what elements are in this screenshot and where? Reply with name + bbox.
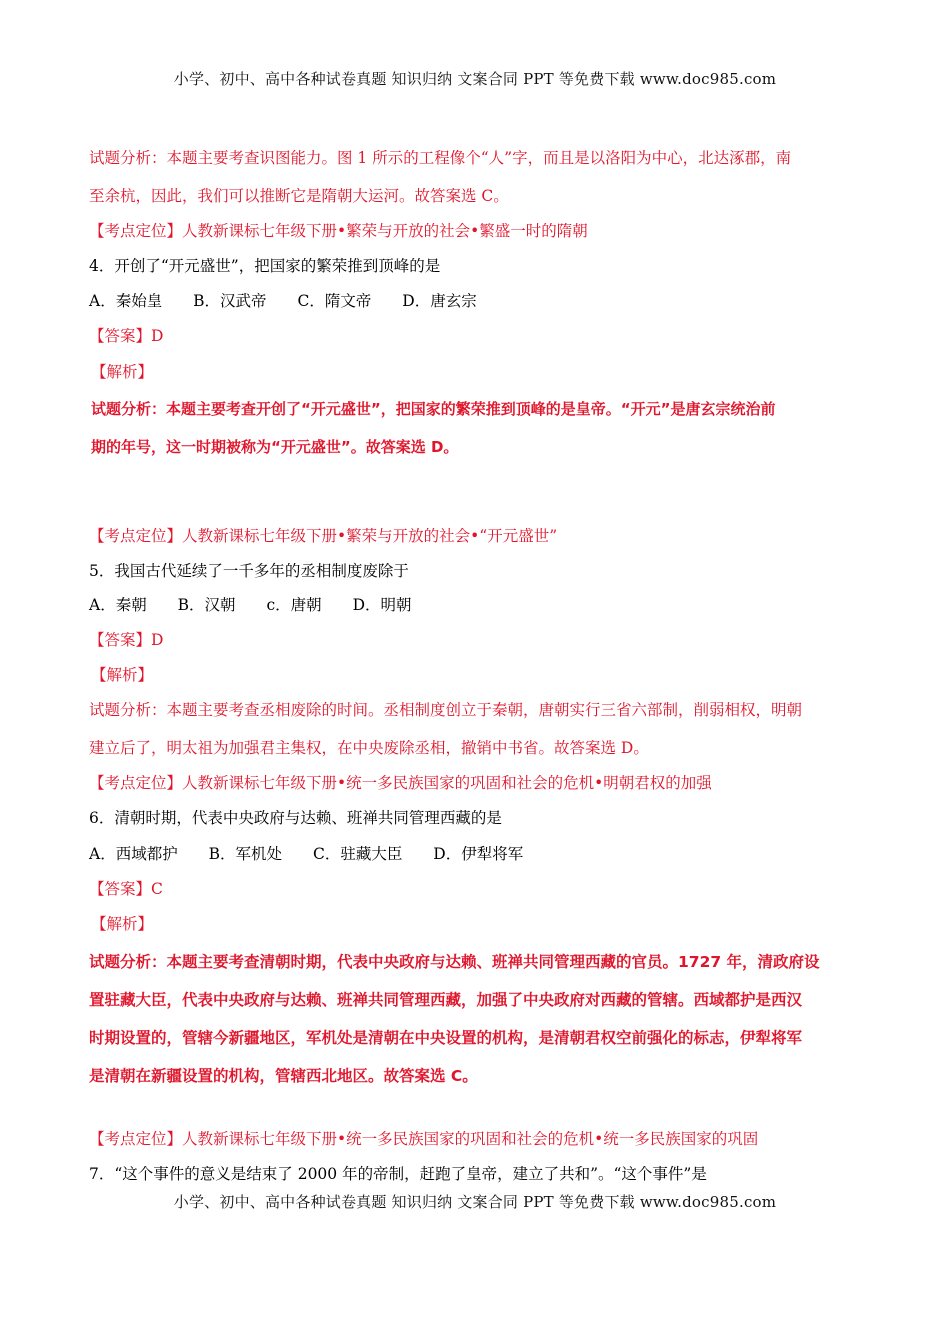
q7-question: 7．“这个事件的意义是结束了 2000 年的帝制，赶跑了皇帝，建立了共和”。“这个事件”是 — [89, 1165, 707, 1183]
q6-option-b: B．军机处 — [208, 845, 283, 863]
q4-jiexi-label: 【解析】 — [91, 363, 154, 381]
q6-jiexi-label: 【解析】 — [91, 915, 154, 933]
q6-analysis-line-1: 试题分析：本题主要考查清朝时期，代表中央政府与达赖、班禅共同管理西藏的官员。1727 年，清政府设 — [89, 953, 820, 971]
q6-option-d: D．伊犁将军 — [433, 845, 524, 863]
q6-analysis-line-4: 是清朝在新疆设置的机构，管辖西北地区。故答案选 C。 — [89, 1067, 478, 1085]
q5-analysis-line-2: 建立后了，明太祖为加强君主集权，在中央废除丞相，撤销中书省。故答案选 D。 — [89, 739, 649, 757]
q5-option-b: B．汉朝 — [177, 596, 236, 614]
q5-option-d: D．明朝 — [352, 596, 412, 614]
q6-kaodian: 【考点定位】人教新课标七年级下册•统一多民族国家的巩固和社会的危机•统一多民族国家的巩固 — [89, 1130, 759, 1148]
q5-analysis-line-1: 试题分析：本题主要考查丞相废除的时间。丞相制度创立于秦朝，唐朝实行三省六部制，削弱相权，明朝 — [89, 701, 803, 719]
q5-answer: 【答案】D — [89, 631, 164, 649]
q5-option-a: A．秦朝 — [89, 596, 147, 614]
q6-question: 6．清朝时期，代表中央政府与达赖、班禅共同管理西藏的是 — [89, 809, 502, 827]
q5-question: 5．我国古代延续了一千多年的丞相制度废除于 — [89, 562, 409, 580]
q4-kaodian: 【考点定位】人教新课标七年级下册•繁荣与开放的社会•“开元盛世” — [89, 527, 558, 545]
q4-options — [89, 289, 477, 311]
q6-analysis-line-3: 时期设置的，管辖今新疆地区，军机处是清朝在中央设置的机构，是清朝君权空前强化的标志，伊犁将军 — [89, 1029, 803, 1047]
q4-question: 4．开创了“开元盛世”，把国家的繁荣推到顶峰的是 — [89, 257, 441, 275]
q6-analysis-line-2: 置驻藏大臣，代表中央政府与达赖、班禅共同管理西藏，加强了中央政府对西藏的管辖。西域都护是西汉 — [89, 991, 803, 1009]
q3-kaodian: 【考点定位】人教新课标七年级下册•繁荣与开放的社会•繁盛一时的隋朝 — [89, 222, 588, 240]
q4-option-c: C．隋文帝 — [297, 292, 372, 310]
q4-analysis-line-1: 试题分析：本题主要考查开创了“开元盛世”，把国家的繁荣推到顶峰的是皇帝。“开元”是唐玄宗统治前 — [91, 400, 776, 418]
page-footer: 小学、初中、高中各种试卷真题 知识归纳 文案合同 PPT 等免费下载 www.doc985.com — [173, 1193, 777, 1211]
page-header: 小学、初中、高中各种试卷真题 知识归纳 文案合同 PPT 等免费下载 www.doc985.com — [173, 70, 777, 88]
q6-option-c: C．驻藏大臣 — [312, 845, 403, 863]
q3-analysis-line-1: 试题分析：本题主要考查识图能力。图 1 所示的工程像个“人”字，而且是以洛阳为中心，北达涿郡，南 — [89, 149, 792, 167]
q5-options — [89, 593, 412, 615]
q4-option-b: B．汉武帝 — [193, 292, 267, 310]
q4-analysis-line-2: 期的年号，这一时期被称为“开元盛世”。故答案选 D。 — [91, 438, 459, 456]
q6-option-a: A．西域都护 — [89, 845, 178, 863]
q5-jiexi-label: 【解析】 — [91, 666, 154, 684]
q5-kaodian: 【考点定位】人教新课标七年级下册•统一多民族国家的巩固和社会的危机•明朝君权的加强 — [89, 774, 712, 792]
q6-answer: 【答案】C — [89, 880, 163, 898]
q4-option-a: A．秦始皇 — [89, 292, 163, 310]
q5-option-c: c．唐朝 — [266, 596, 322, 614]
q4-option-d: D．唐玄宗 — [402, 292, 477, 310]
q6-options — [89, 842, 523, 864]
q3-analysis-line-2: 至余杭，因此，我们可以推断它是隋朝大运河。故答案选 C。 — [89, 187, 509, 205]
q4-answer: 【答案】D — [89, 327, 164, 345]
